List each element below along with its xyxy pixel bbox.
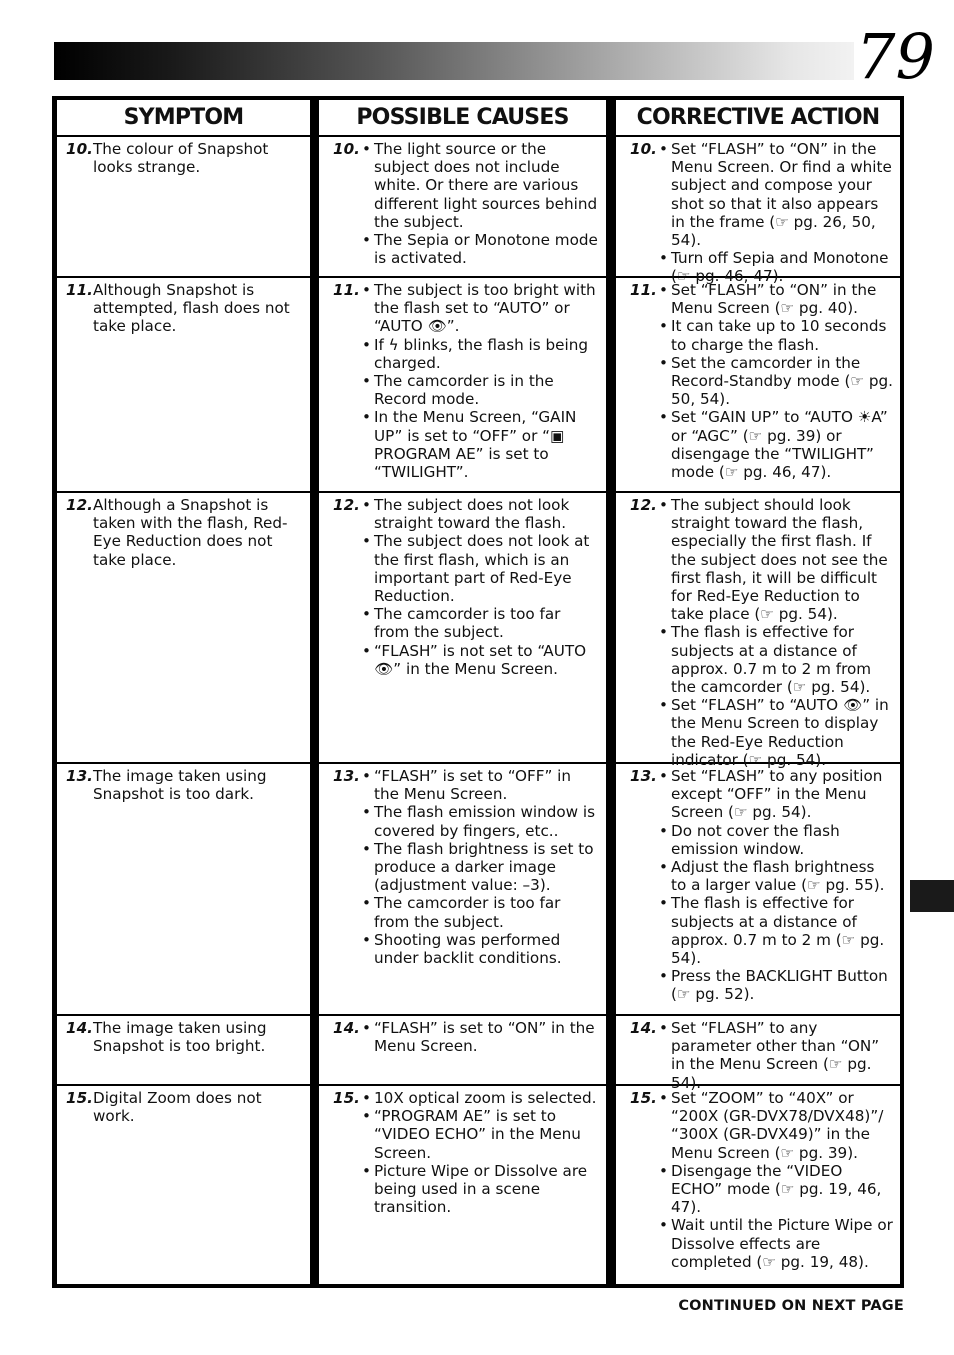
bullet-icon: • — [659, 767, 668, 785]
action-item — [659, 354, 894, 409]
cause-item — [362, 931, 600, 967]
item-number: 15. — [333, 1089, 360, 1107]
causes-cell — [319, 764, 606, 1016]
cause-item — [362, 231, 600, 267]
actions-list — [659, 1019, 894, 1092]
bullet-text: It can take up to 10 seconds to charge the flash. — [671, 317, 887, 354]
page-header-bar — [54, 42, 854, 80]
item-number: 14. — [333, 1019, 360, 1037]
action-item — [659, 767, 894, 822]
cause-item — [362, 767, 600, 803]
bullet-icon: • — [362, 1161, 371, 1180]
bullet-icon: • — [362, 140, 371, 158]
bullet-text: Shooting was performed under backlit conditions. — [374, 930, 562, 968]
symptom-text: The image taken using Snapshot is too bright. — [93, 1019, 267, 1056]
symptom-text: Although Snapshot is attempted, flash does not take place. — [93, 281, 290, 336]
bullet-text: “FLASH” is not set to “AUTO 👁” in the Menu Screen. — [374, 641, 587, 678]
bullet-icon: • — [362, 641, 371, 660]
action-cell — [616, 1016, 900, 1092]
cause-item — [362, 336, 600, 372]
symptom-cell — [57, 493, 310, 764]
causes-list — [362, 1019, 600, 1055]
bullet-text: “PROGRAM AE” is set to “VIDEO ECHO” in the Menu Screen. — [374, 1107, 581, 1162]
action-item — [659, 967, 894, 1003]
bullet-icon: • — [362, 335, 371, 354]
bullet-text: Do not cover the flash emission window. — [671, 821, 840, 858]
bullet-icon: • — [659, 496, 668, 514]
bullet-text: Set “GAIN UP” to “AUTO ☀A” or “AGC” (☞ pg. 39) or disengage the “TWILIGHT” mode (☞ pg. 46, 47). — [671, 408, 888, 482]
action-item — [659, 1162, 894, 1217]
continued-footer: CONTINUED ON NEXT PAGE — [678, 1298, 904, 1314]
bullet-text: In the Menu Screen, “GAIN UP” is set to “OFF” or “▣ PROGRAM AE” is set to “TWILIGHT”. — [374, 408, 577, 482]
causes-cell — [319, 137, 606, 278]
bullet-text: The camcorder is in the Record mode. — [374, 372, 554, 409]
actions-list — [659, 1089, 894, 1271]
bullet-text: The light source or the subject does not include white. Or there are various different light sources behind the subject. — [374, 140, 598, 231]
bullet-text: “FLASH” is set to “OFF” in the Menu Screen. — [374, 767, 571, 804]
bullet-text: Set “FLASH” to “ON” in the Menu Screen. Or find a white subject and compose your shot so that it also appears in the frame (☞ pg. 26, 50, 54). — [671, 140, 892, 250]
actions-list — [659, 496, 894, 769]
bullet-text: The camcorder is too far from the subject. — [374, 605, 561, 642]
bullet-text: The subject is too bright with the flash set to “AUTO” or “AUTO 👁”. — [374, 281, 596, 336]
action-item — [659, 1089, 894, 1162]
bullet-icon: • — [659, 967, 668, 986]
bullet-text: Adjust the flash brightness to a larger value (☞ pg. 55). — [671, 858, 885, 895]
symptom-cell — [57, 137, 310, 278]
bullet-text: Disengage the “VIDEO ECHO” mode (☞ pg. 19, 46, 47). — [671, 1161, 882, 1217]
cause-item — [362, 281, 600, 336]
bullet-text: The flash is effective for subjects at a distance of approx. 0.7 m to 2 m (☞ pg. 54). — [671, 894, 885, 968]
symptom-text: The colour of Snapshot looks strange. — [93, 140, 269, 177]
causes-cell — [319, 1016, 606, 1086]
bullet-text: The camcorder is too far from the subject. — [374, 894, 561, 931]
causes-header: POSSIBLE CAUSES — [319, 100, 606, 137]
bullet-icon: • — [659, 317, 668, 336]
cause-item — [362, 1107, 600, 1162]
bullet-text: If ϟ blinks, the flash is being charged. — [374, 335, 588, 372]
causes-list — [362, 281, 600, 481]
bullet-icon: • — [659, 1161, 668, 1180]
bullet-icon: • — [362, 894, 371, 913]
bullet-icon: • — [659, 821, 668, 840]
bullet-icon: • — [659, 858, 668, 877]
cause-item — [362, 532, 600, 605]
bullet-text: Press the BACKLIGHT Button (☞ pg. 52). — [671, 967, 888, 1004]
bullet-text: The subject does not look straight toward the flash. — [374, 496, 570, 533]
symptom-text: Although a Snapshot is taken with the flash, Red-Eye Reduction does not take place. — [93, 496, 288, 569]
causes-list — [362, 767, 600, 967]
cause-item — [362, 140, 600, 231]
bullet-icon: • — [659, 408, 668, 427]
actions-list — [659, 140, 894, 286]
symptom-text: The image taken using Snapshot is too dark. — [93, 767, 267, 804]
bullet-icon: • — [659, 281, 668, 299]
cause-item — [362, 496, 600, 532]
item-number: 15. — [630, 1089, 657, 1107]
action-item — [659, 317, 894, 353]
bullet-icon: • — [362, 1089, 371, 1107]
causes-cell — [319, 278, 606, 493]
bullet-icon: • — [659, 249, 668, 268]
cause-item — [362, 605, 600, 641]
causes-cell — [319, 1086, 606, 1284]
bullet-icon: • — [362, 408, 371, 427]
bullet-icon: • — [659, 353, 668, 372]
bullet-text: Picture Wipe or Dissolve are being used in a scene transition. — [374, 1161, 588, 1217]
item-number: 14. — [66, 1019, 93, 1037]
item-number: 11. — [333, 281, 360, 299]
causes-list — [362, 140, 600, 267]
causes-list — [362, 1089, 600, 1216]
bullet-icon: • — [659, 140, 668, 158]
bullet-icon: • — [362, 231, 371, 250]
bullet-icon: • — [362, 372, 371, 391]
bullet-icon: • — [659, 696, 668, 715]
item-number: 11. — [66, 281, 93, 299]
bullet-icon: • — [362, 839, 371, 858]
bullet-icon: • — [659, 623, 668, 642]
item-number: 12. — [66, 496, 93, 514]
bullet-text: The subject should look straight toward the flash, especially the first flash. If the subject does not see the first flash, it will be difficult for Red-Eye Reduction to take place (☞ pg. 54). — [671, 496, 888, 624]
item-number: 10. — [66, 140, 93, 158]
bullet-icon: • — [362, 803, 371, 822]
actions-list — [659, 281, 894, 481]
bullet-text: Set “ZOOM” to “40X” or “200X (GR-DVX78/DVX48)”/ “300X (GR-DVX49)” in the Menu Screen (☞ pg. 39). — [671, 1089, 884, 1162]
symptom-cell — [57, 278, 310, 493]
action-item — [659, 1019, 894, 1092]
symptom-cell — [57, 764, 310, 1016]
action-item — [659, 696, 894, 769]
bullet-text: Set the camcorder in the Record-Standby mode (☞ pg. 50, 54). — [671, 353, 893, 409]
cause-item — [362, 1089, 600, 1107]
bullet-text: 10X optical zoom is selected. — [374, 1089, 597, 1107]
item-number: 10. — [630, 140, 657, 158]
bullet-text: The subject does not look at the first flash, which is an important part of Red-Eye Reduction. — [374, 532, 590, 606]
cause-item — [362, 803, 600, 839]
actions-list — [659, 767, 894, 1004]
bullet-icon: • — [362, 281, 371, 299]
symptom-header: SYMPTOM — [57, 100, 310, 137]
action-cell — [616, 1086, 900, 1284]
item-number: 11. — [630, 281, 657, 299]
bullet-icon: • — [659, 894, 668, 913]
action-cell — [616, 493, 900, 769]
symptom-cell — [57, 1016, 310, 1086]
bullet-text: The Sepia or Monotone mode is activated. — [374, 231, 598, 268]
action-item — [659, 496, 894, 623]
bullet-icon: • — [362, 496, 371, 514]
bullet-text: Turn off Sepia and Monotone (☞ pg. 46, 47). — [671, 249, 889, 286]
bullet-text: Set “FLASH” to any parameter other than “ON” in the Menu Screen (☞ pg. 54). — [671, 1019, 880, 1092]
item-number: 13. — [66, 767, 93, 785]
item-number: 14. — [630, 1019, 657, 1037]
bullet-text: Wait until the Picture Wipe or Dissolve effects are completed (☞ pg. 19, 48). — [671, 1216, 893, 1271]
symptom-cell — [57, 1086, 310, 1284]
bullet-icon: • — [362, 605, 371, 624]
bullet-icon: • — [362, 1107, 371, 1126]
section-tab-marker — [910, 880, 954, 912]
bullet-text: “FLASH” is set to “ON” in the Menu Screen. — [374, 1019, 595, 1056]
action-item — [659, 623, 894, 696]
item-number: 13. — [630, 767, 657, 785]
action-item — [659, 822, 894, 858]
item-number: 13. — [333, 767, 360, 785]
bullet-text: Set “FLASH” to “AUTO 👁” in the Menu Screen to display the Red-Eye Reduction indicator (☞ pg. 54). — [671, 696, 889, 769]
action-item — [659, 858, 894, 894]
cause-item — [362, 408, 600, 481]
action-item — [659, 140, 894, 249]
page-number: 79 — [856, 20, 935, 93]
causes-list — [362, 496, 600, 678]
bullet-text: The flash emission window is covered by fingers, etc.. — [374, 803, 596, 840]
bullet-icon: • — [362, 930, 371, 949]
bullet-icon: • — [362, 767, 371, 785]
action-cell — [616, 278, 900, 493]
cause-item — [362, 840, 600, 895]
cause-item — [362, 372, 600, 408]
bullet-text: The flash brightness is set to produce a darker image (adjustment value: –3). — [374, 839, 594, 895]
item-number: 12. — [630, 496, 657, 514]
action-cell — [616, 137, 900, 286]
bullet-icon: • — [362, 1019, 371, 1037]
action-item — [659, 281, 894, 317]
cause-item — [362, 894, 600, 930]
action-item — [659, 894, 894, 967]
action-cell — [616, 764, 900, 1016]
action-item — [659, 1216, 894, 1271]
item-number: 10. — [333, 140, 360, 158]
bullet-icon: • — [659, 1216, 668, 1235]
action-header: CORRECTIVE ACTION — [616, 100, 900, 137]
symptom-text: Digital Zoom does not work. — [93, 1089, 262, 1126]
bullet-icon: • — [659, 1019, 668, 1037]
bullet-text: The flash is effective for subjects at a distance of approx. 0.7 m to 2 m from the camcorder (☞ pg. 54). — [671, 623, 872, 697]
bullet-icon: • — [659, 1089, 668, 1107]
bullet-text: Set “FLASH” to any position except “OFF” in the Menu Screen (☞ pg. 54). — [671, 767, 883, 822]
cause-item — [362, 642, 600, 678]
action-item — [659, 408, 894, 481]
item-number: 15. — [66, 1089, 93, 1107]
cause-item — [362, 1019, 600, 1055]
causes-cell — [319, 493, 606, 764]
cause-item — [362, 1162, 600, 1217]
item-number: 12. — [333, 496, 360, 514]
bullet-icon: • — [362, 532, 371, 551]
bullet-text: Set “FLASH” to “ON” in the Menu Screen (☞ pg. 40). — [671, 281, 877, 318]
